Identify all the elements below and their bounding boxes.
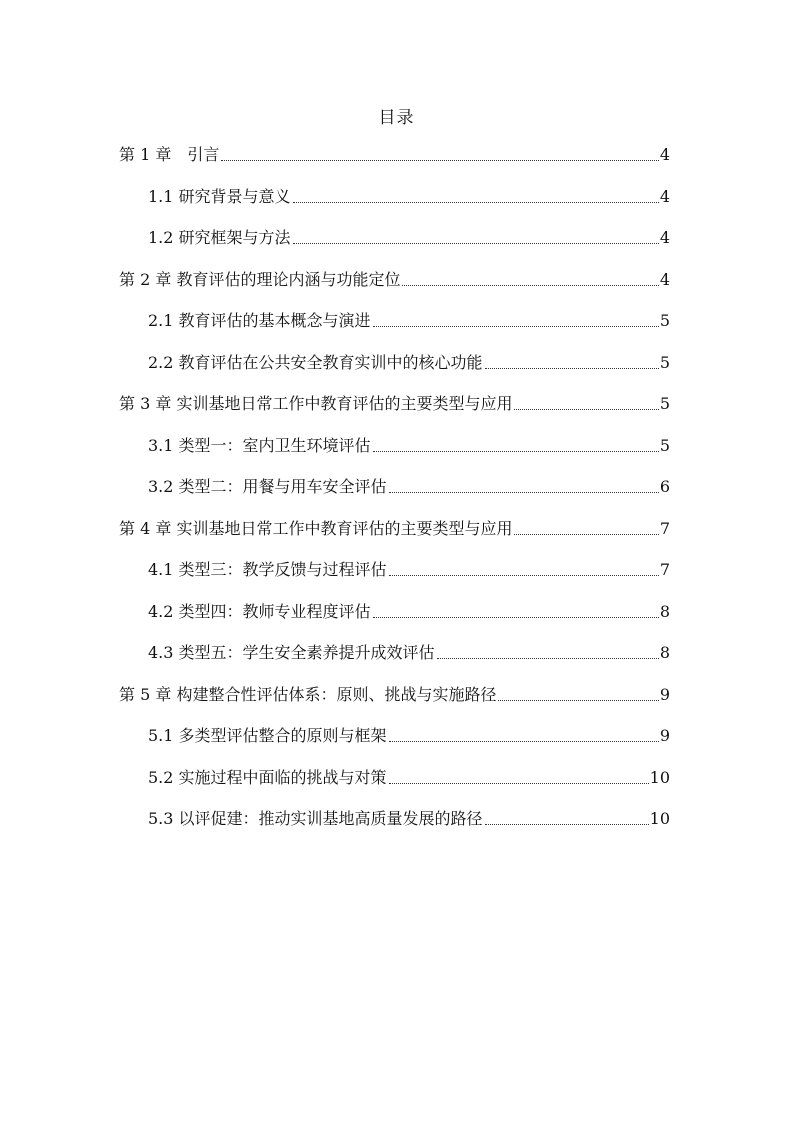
toc-entry-page: 4 (659, 269, 670, 289)
toc-entry-label: 2.1 教育评估的基本概念与演进 (148, 311, 371, 330)
toc-entry-label: 1.1 研究背景与意义 (148, 186, 291, 206)
dot-leader (293, 243, 659, 244)
dot-leader (373, 451, 659, 452)
dot-leader (389, 575, 659, 576)
toc-entry-label: 3.2 类型二：用餐与用车安全评估 (148, 477, 387, 496)
toc-entry-page: 9 (659, 684, 670, 704)
toc-entry-page: 5 (659, 394, 670, 413)
toc-entry-page: 8 (659, 601, 670, 621)
dot-leader (437, 658, 659, 659)
toc-entry-label: 第 2 章 教育评估的理论内涵与功能定位 (119, 269, 401, 289)
toc-entry-label: 第 1 章 引言 (119, 145, 220, 164)
toc-entry-label: 第 5 章 构建整合性评估体系：原则、挑战与实施路径 (119, 684, 497, 704)
toc-entry[interactable] (148, 763, 670, 789)
toc-entry[interactable] (119, 514, 670, 540)
toc-entry-page: 8 (659, 643, 670, 662)
toc-entry[interactable] (148, 804, 670, 830)
toc-entry-page: 6 (659, 477, 670, 496)
toc-entry-page: 10 (649, 809, 670, 828)
toc-entry[interactable] (148, 182, 670, 208)
toc-entry-label: 第 4 章 实训基地日常工作中教育评估的主要类型与应用 (119, 518, 513, 538)
toc-entry[interactable] (148, 223, 670, 249)
toc-entry-label: 5.1 多类型评估整合的原则与框架 (148, 726, 387, 745)
toc-entry-page: 10 (649, 767, 670, 787)
toc-entry[interactable] (148, 472, 670, 498)
toc-entry[interactable] (119, 389, 670, 415)
toc-entry[interactable] (119, 680, 670, 706)
toc-entry-label: 2.2 教育评估在公共安全教育实训中的核心功能 (148, 352, 483, 372)
toc-entry-label: 3.1 类型一：室内卫生环境评估 (148, 435, 371, 455)
toc-entry-label: 4.2 类型四：教师专业程度评估 (148, 601, 371, 621)
toc-entry[interactable] (148, 597, 670, 623)
dot-leader (485, 824, 649, 825)
toc-entry-page: 5 (659, 311, 670, 330)
toc-entry-page: 7 (659, 560, 670, 579)
toc-entry[interactable] (148, 348, 670, 374)
dot-leader (389, 783, 649, 784)
toc-entry-label: 第 3 章 实训基地日常工作中教育评估的主要类型与应用 (119, 394, 513, 413)
toc-entry[interactable] (148, 431, 670, 457)
dot-leader (221, 160, 658, 161)
toc-entry-page: 5 (659, 352, 670, 372)
toc-title: 目录 (378, 108, 415, 128)
toc-entry-page: 4 (659, 228, 670, 247)
toc-entry-label: 4.3 类型五：学生安全素养提升成效评估 (148, 643, 435, 662)
toc-entry-label: 4.1 类型三：教学反馈与过程评估 (148, 560, 387, 579)
dot-leader (373, 326, 659, 327)
toc-entry[interactable] (148, 555, 670, 581)
toc-entry[interactable] (119, 265, 670, 291)
dot-leader (498, 700, 658, 701)
toc-entry-label: 5.2 实施过程中面临的挑战与对策 (148, 767, 387, 787)
toc-entry-page: 9 (659, 726, 670, 745)
toc-entry-page: 7 (659, 518, 670, 538)
toc-entry[interactable] (148, 721, 670, 747)
toc-entry-page: 5 (659, 435, 670, 455)
toc-entry[interactable] (148, 638, 670, 664)
toc-entry-label: 5.3 以评促建：推动实训基地高质量发展的路径 (148, 809, 483, 828)
toc-entry[interactable] (119, 140, 670, 166)
dot-leader (514, 409, 658, 410)
toc-entry[interactable] (148, 306, 670, 332)
toc-entry-page: 4 (659, 145, 670, 164)
toc-entry-page: 4 (659, 186, 670, 206)
dot-leader (389, 741, 659, 742)
dot-leader (373, 617, 659, 618)
dot-leader (485, 368, 659, 369)
dot-leader (514, 534, 658, 535)
toc-entry-label: 1.2 研究框架与方法 (148, 228, 291, 247)
dot-leader (402, 285, 658, 286)
dot-leader (293, 202, 659, 203)
dot-leader (389, 492, 659, 493)
